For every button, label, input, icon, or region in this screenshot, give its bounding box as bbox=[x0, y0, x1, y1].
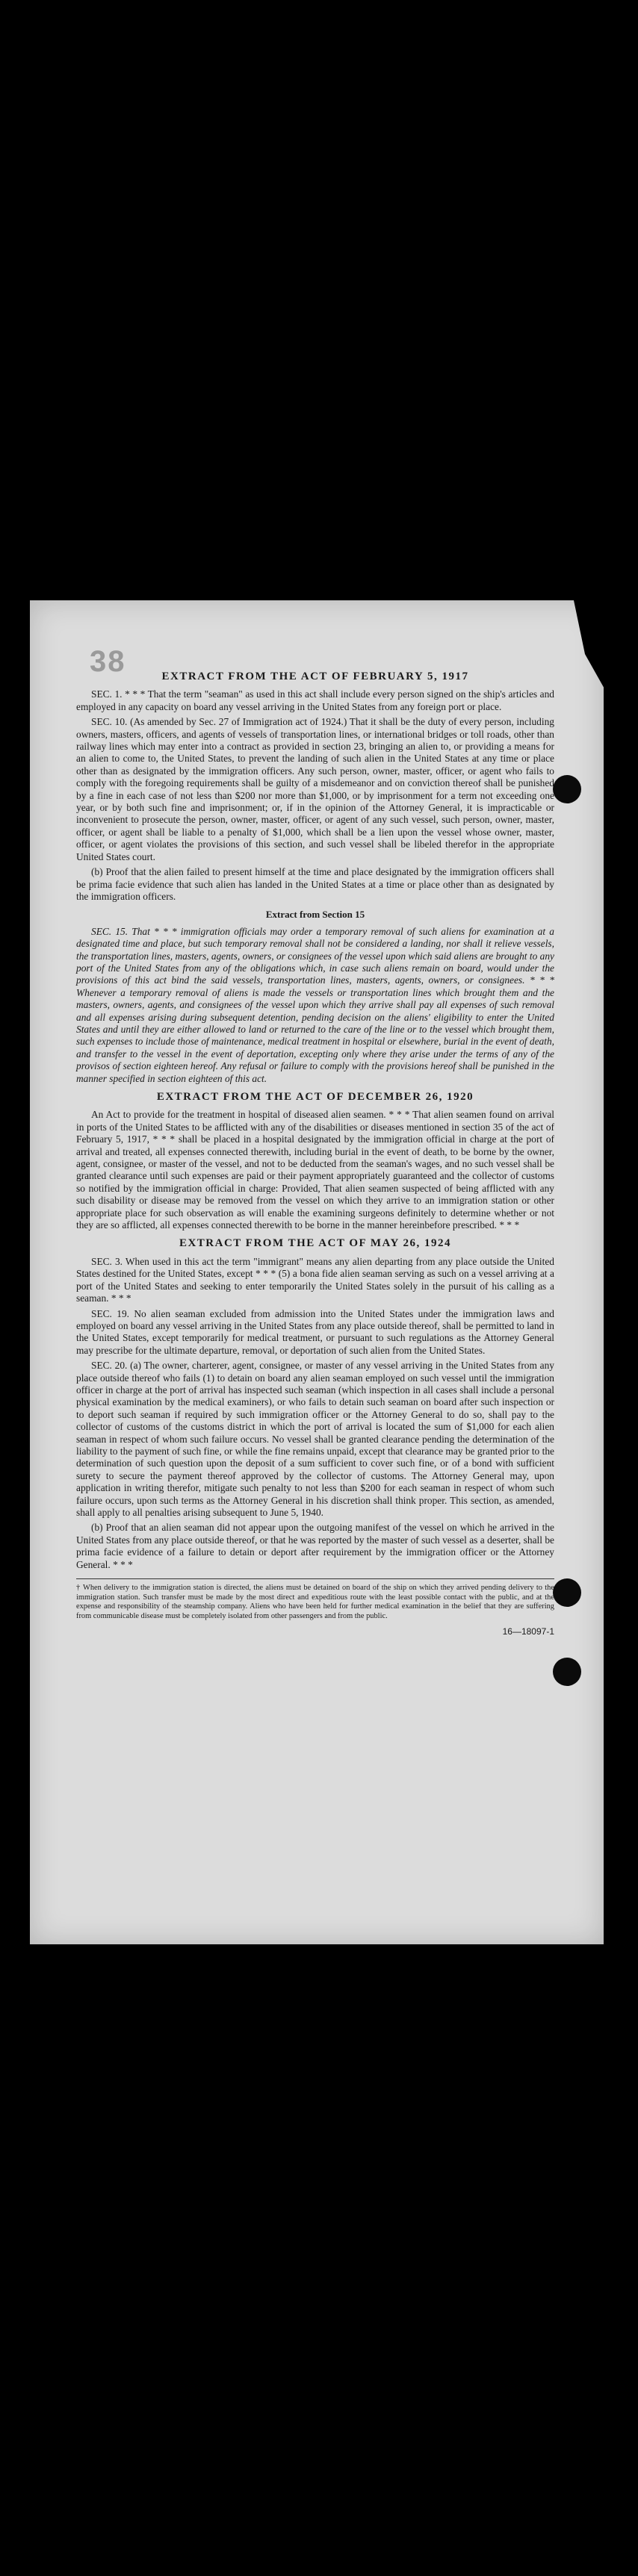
punch-hole bbox=[553, 1578, 581, 1607]
heading-act-1920: EXTRACT FROM THE ACT OF DECEMBER 26, 1920 bbox=[156, 1091, 474, 1103]
stamp-number: 38 bbox=[90, 645, 126, 678]
section-3: SEC. 3. When used in this act the term "immigrant" means any alien departing from any place outside the United States destined for the United States, except * * * (5) a bona fide alien seaman serving as such on a vessel arriving at a port of the United States and seeking to enter temporarily the United States solely in the pursuit of his calling as a seaman. * * * bbox=[76, 1255, 554, 1304]
footnote: † When delivery to the immigration station is directed, the aliens must be detained on board of the ship on which they arrived pending delivery to the immigration station. Such transfer must be made by the most direct and expeditious route with the least possible contact with the public, and at the expense and responsibility of the steamship company. Aliens who have been held for further medical examination in the belief that they are suffering from communicable disease must be completely isolated from other passengers and from the public. bbox=[76, 1578, 554, 1621]
act-1920-text: An Act to provide for the treatment in hospital of diseased alien seamen. * * * That alien seamen found on arrival in ports of the United States to be afflicted with any of the disabilities or diseases mentioned in section 35 of the act of February 5, 1917, * * * shall be placed in a hospital designated by the immigration official in charge at the port of arrival and treated, all expenses connected therewith, including burial in the event of death, to be borne by the owner, agent, consignee, or master of the vessel, and not to be deducted from the seaman's wages, and no such vessel shall be granted clearance until such expenses are paid or their payment appropriately guaranteed and the collector of customs so notified by the immigration official in charge: Provided, That alien seamen suspected of being afflicted with any such disability or disease may be removed from the vessel on which they arrive to an immigration station or other appropriate place for such observation as will enable the examining surgeons definitely to determine whether or not they are so afflicted, all expenses connected therewith to be borne in the manner hereinbefore prescribed. * * * bbox=[76, 1109, 554, 1231]
form-code: 16—18097-1 bbox=[502, 1626, 554, 1637]
section-10-b: (b) Proof that the alien failed to present himself at the time and place designated by the immigration officers shall be prima facie evidence that such alien has landed in the United States at a time or place other than as designated by the immigration officers. bbox=[76, 866, 554, 902]
section-19: SEC. 19. No alien seaman excluded from admission into the United States under the immigration laws and employed on board any vessel arriving in the United States from any place outside thereof, shall be permitted to land in the United States, except temporarily for medical treatment, or pursuant to such regulations as the Attorney General may prescribe for the ultimate departure, removal, or deportation of such alien from the United States. bbox=[76, 1307, 554, 1356]
heading-section-15: Extract from Section 15 bbox=[265, 909, 365, 921]
section-1: SEC. 1. * * * That the term "seaman" as used in this act shall include every person signed on the ship's articles and employed in any capacity on board any vessel arriving in the United States from any foreign port or place. bbox=[76, 688, 554, 712]
document-sheet bbox=[30, 600, 604, 1944]
heading-act-1924: EXTRACT FROM THE ACT OF MAY 26, 1924 bbox=[179, 1237, 452, 1250]
heading-act-1917: EXTRACT FROM THE ACT OF FEBRUARY 5, 1917 bbox=[161, 671, 469, 682]
section-20-a: SEC. 20. (a) The owner, charterer, agent, consignee, or master of any vessel arriving in the United States from any place outside thereof who fails (1) to detain on board any alien seaman employed on such vessel until the immigration officer in charge at the port of arrival has inspected such seaman (which inspection in all cases shall include a personal physical examination by the medical examiners), or who fails to detain such seaman on board after such inspection or to deport such seaman if required by such immigration officer or the Attorney General to do so, shall pay to the collector of customs of the customs district in which the port of arrival is located the sum of $1,000 for each alien seaman in respect of whom such failure occurs. No vessel shall be granted clearance pending the determination of the liability to the payment of such fine, or while the fine remains unpaid, except that clearance may be granted prior to the determination of such question upon the deposit of a sum sufficient to cover such fine, or of a bond with sufficient surety to secure the payment thereof approved by the collector of customs. The Attorney General may, upon application in writing therefor, mitigate such penalty to not less than $200 for each seaman in respect of whom such failure occurs, upon such terms as the Attorney General in his discretion shall think proper. This section, as amended, shall apply to all penalties arising subsequent to June 5, 1940. bbox=[76, 1360, 554, 1518]
section-10: SEC. 10. (As amended by Sec. 27 of Immigration act of 1924.) That it shall be the duty of every person, including owners, masters, officers, and agents of vessels of transportation lines, or international bridges or toll roads, other than railway lines which may enter into a contract as provided in section 23, bringing an alien to, or providing a means for an alien to come to, the United States, to prevent the landing of such alien in the United States at any time or place other than as designated by the immigration officers. Any such person, owner, master, officer, or agent who fails to comply with the foregoing requirements shall be guilty of a misdemeanor and on conviction thereof shall be punished by a fine in each case of not less than $200 nor more than $1,000, or by imprisonment for a term not exceeding one year, or by both such fine and imprisonment; or, if in the opinion of the Attorney General, it is impracticable or inconvenient to prosecute the person, owner, master, officer, or agent of any such vessel, such person, owner, master, officer, or agent shall be liable to a penalty of $1,000, which shall be a lien upon the vessel whose owner, master, officer, or agent violates the provisions of this section, and such vessel shall be libeled therefor in the appropriate United States court. bbox=[76, 716, 554, 862]
torn-corner bbox=[560, 600, 605, 690]
section-15: SEC. 15. That * * * immigration officials may order a temporary removal of such aliens for examination at a designated time and place, but such temporary removal shall not be considered a landing, nor shall it relieve vessels, the transportation lines, masters, agents, owners, or consignees of the vessel upon which said aliens are brought to any port of the United States from any of the obligations which, in case such aliens remain on board, would under the provisions of this act bind the said vessels, transportation lines, masters, agents, owners, or consignees. * * * Whenever a temporary removal of aliens is made the vessels or transportation lines which brought them and the masters, owners, agents, and consignees of the vessel upon which they arrive shall pay all expenses of such removal and all expenses arising during subsequent detention, pending decision on the aliens' eligibility to enter the United States and until they are either allowed to land or returned to the care of the line or to the vessel which brought them, such expenses to include those of maintenance, medical treatment in hospital or elsewhere, burial in the event of death, and transfer to the vessel in the event of deportation, excepting only where they arise under the terms of any of the provisos of section eighteen hereof. Any refusal or failure to comply with the provisions hereof shall be punished in the manner specified in section eighteen of this act. bbox=[76, 925, 554, 1084]
document-body bbox=[76, 665, 554, 1638]
section-20-b: (b) Proof that an alien seaman did not appear upon the outgoing manifest of the vessel on which he arrived in the United States from any place outside thereof, or that he was reported by the master of such vessel as a deserter, shall be prima facie evidence of a failure to detain or deport after requirement by the immigration officer or the Attorney General. * * * bbox=[76, 1522, 554, 1570]
punch-hole bbox=[553, 775, 581, 803]
punch-hole bbox=[553, 1658, 581, 1686]
